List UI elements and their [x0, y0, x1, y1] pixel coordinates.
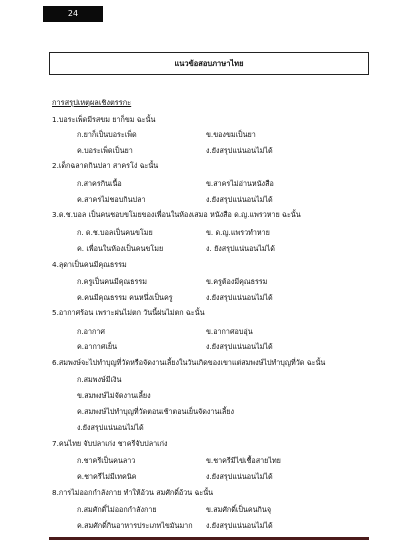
q4-choice-b: ข.ครูต้องมีคุณธรรม	[206, 277, 268, 286]
footer-divider	[49, 537, 369, 540]
q2-choice-c: ค.สาครไม่ชอบกินปลา	[77, 195, 146, 204]
q3-choice-b: ข. ด.ญ.แพรวทำหาย	[206, 228, 270, 237]
q8-choice-d: ง.ยังสรุปแน่นอนไม่ได้	[206, 521, 273, 530]
q3-choice-d: ง. ยังสรุปแน่นอนไม่ได้	[206, 244, 275, 253]
q8-choice-c: ค.สมศักดิ์กินอาหารประเภทไขมันมาก	[77, 521, 193, 530]
q3-choice-a: ก. ด.ช.บอลเป็นคนขโมย	[77, 228, 153, 237]
q2-choice-d: ง.ยังสรุปแน่นอนไม่ได้	[206, 195, 273, 204]
q7-choice-d: ง.ยังสรุปแน่นอนไม่ได้	[206, 472, 273, 481]
q3-choice-c: ค. เพื่อนในห้องเป็นคนขโมย	[77, 244, 164, 253]
q2-choice-b: ข.สาครไม่อ่านหนังสือ	[206, 179, 274, 188]
q6-choice-a: ก.สมพงษ์มีเงิน	[77, 375, 122, 384]
q4-choice-a: ก.ครูเป็นคนมีคุณธรรม	[77, 277, 148, 286]
q1-choice-b: ข.ของขมเป็นยา	[206, 130, 256, 139]
q5-choice-d: ง.ยังสรุปแน่นอนไม่ได้	[206, 342, 273, 351]
question-5: 5.อากาศร้อน เพราะฝนไม่ตก วันนี้ฝนไม่ตก ฉะนั้น	[52, 308, 205, 317]
question-7: 7.คนไทย จับปลาเก่ง ชาครีจับปลาเก่ง	[52, 439, 168, 448]
q8-choice-a: ก.สมศักดิ์ไม่ออกกำลังกาย	[77, 505, 157, 514]
page-number-badge: 24	[43, 6, 103, 22]
q5-choice-a: ก.อากาศ	[77, 327, 105, 336]
q8-choice-b: ข.สมศักดิ์เป็นคนกินจุ	[206, 505, 272, 514]
q6-choice-b: ข.สมพงษ์ไม่จัดงานเลี้ยง	[77, 391, 151, 400]
page-title: แนวข้อสอบภาษาไทย	[49, 52, 369, 75]
q5-choice-b: ข.อากาศอบอุ่น	[206, 327, 253, 336]
q6-choice-d: ง.ยังสรุปแน่นอนไม่ได้	[77, 423, 144, 432]
q7-choice-a: ก.ชาครีเป็นคนลาว	[77, 456, 136, 465]
q7-choice-b: ข.ชาครีมีไข่เชื้อสายไทย	[206, 456, 281, 465]
q1-choice-a: ก.ยาก็เป็นบอระเพ็ด	[77, 130, 137, 139]
question-3: 3.ด.ช.บอล เป็นคนชอบขโมยของเพื่อนในห้องเสมอ หนังสือ ด.ญ.แพรวหาย ฉะนั้น	[52, 210, 301, 219]
q6-choice-c: ค.สมพงษ์ไปทำบุญที่วัดตอนเช้าตอนเย็นจัดงานเลี้ยง	[77, 407, 234, 416]
question-8: 8.การไม่ออกกำลังกาย ทำให้อ้วน สมศักดิ์อ้วน ฉะนั้น	[52, 488, 214, 497]
question-6: 6.สมพงษ์จะไปทำบุญที่วัดหรือจัดงานเลี้ยงในวันเกิดของเขาแต่สมพงษ์ไปทำบุญที่วัด ฉะนั้น	[52, 358, 326, 367]
question-2: 2.เด็กฉลาดกินปลา สาครโง่ ฉะนั้น	[52, 161, 159, 170]
section-heading: การสรุปเหตุผลเชิงตรรกะ	[52, 98, 132, 107]
q5-choice-c: ค.อากาศเย็น	[77, 342, 117, 351]
question-4: 4.ลุดาเป็นคนมีคุณธรรม	[52, 260, 127, 269]
q4-choice-c: ค.คนมีคุณธรรม คนหนึ่งเป็นครู	[77, 293, 173, 302]
q2-choice-a: ก.สาครกินเนื้อ	[77, 179, 122, 188]
q1-choice-c: ค.บอระเพ็ดเป็นยา	[77, 146, 133, 155]
q7-choice-c: ค.ชาครีไม่มีเทคนิค	[77, 472, 137, 481]
question-1: 1.บอระเพ็ดมีรสขม ยาก็ขม ฉะนั้น	[52, 115, 156, 124]
q1-choice-d: ง.ยังสรุปแน่นอนไม่ได้	[206, 146, 273, 155]
q4-choice-d: ง.ยังสรุปแน่นอนไม่ได้	[206, 293, 273, 302]
